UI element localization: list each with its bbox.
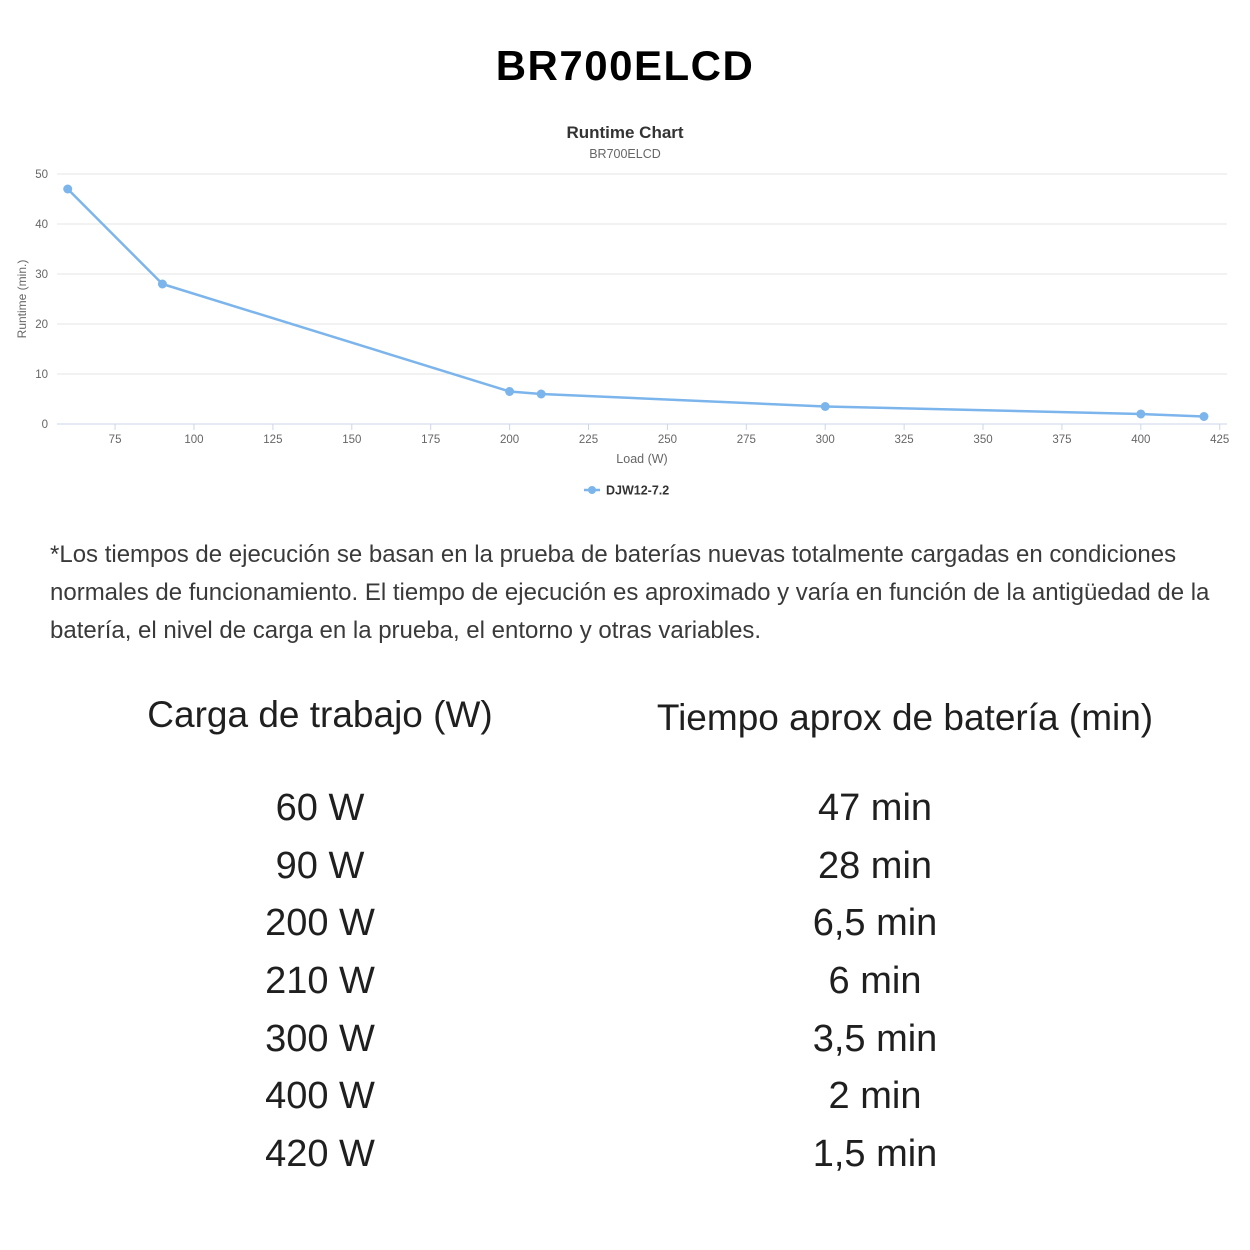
- series-line: [68, 189, 1204, 417]
- load-cell: 60 W: [275, 787, 365, 829]
- time-cell: 6 min: [828, 960, 922, 1003]
- data-point[interactable]: [505, 387, 514, 396]
- x-tick-label: 300: [815, 434, 835, 446]
- y-tick-label: 30: [35, 269, 48, 281]
- x-tick-label: 150: [342, 434, 362, 446]
- y-tick-label: 10: [35, 369, 48, 381]
- table-row: [0, 838, 1250, 896]
- load-cell: 210 W: [265, 960, 375, 1003]
- table-row: [0, 895, 1250, 953]
- chart-subtitle: BR700ELCD: [589, 147, 661, 161]
- load-cell: 90 W: [275, 844, 365, 887]
- table-header-load: Carga de trabajo (W): [147, 694, 493, 735]
- runtime-table-rows: [0, 780, 1250, 1184]
- table-row: [0, 953, 1250, 1011]
- load-cell: 420 W: [265, 1133, 375, 1176]
- time-cell: 3,5 min: [812, 1017, 938, 1060]
- data-point[interactable]: [537, 390, 546, 399]
- x-tick-label: 100: [184, 434, 204, 446]
- x-tick-label: 425: [1210, 434, 1230, 446]
- data-point[interactable]: [1199, 412, 1208, 421]
- load-cell: 200 W: [265, 902, 375, 945]
- y-axis-title: Runtime (min.): [15, 259, 29, 339]
- table-row: [0, 1011, 1250, 1069]
- x-axis-title: Load (W): [616, 452, 668, 466]
- runtime-chart-svg: [0, 0, 1250, 510]
- y-tick-label: 50: [35, 169, 48, 181]
- table-row: [0, 780, 1250, 838]
- x-tick-label: 75: [108, 434, 122, 446]
- x-tick-label: 375: [1052, 434, 1072, 446]
- x-tick-label: 250: [657, 434, 678, 446]
- time-cell: 47 min: [817, 787, 933, 829]
- data-point[interactable]: [821, 402, 830, 411]
- y-tick-label: 20: [35, 319, 48, 331]
- data-point[interactable]: [158, 280, 167, 289]
- x-tick-label: 325: [894, 434, 914, 446]
- x-tick-label: 175: [421, 434, 441, 446]
- time-cell: 28 min: [817, 844, 933, 887]
- load-cell: 300 W: [265, 1017, 375, 1060]
- x-tick-label: 400: [1131, 434, 1151, 446]
- y-tick-label: 0: [41, 419, 48, 431]
- legend-marker-icon[interactable]: [588, 486, 596, 494]
- legend-series-label[interactable]: DJW12-7.2: [606, 483, 670, 498]
- x-tick-label: 125: [263, 434, 283, 446]
- table-row: [0, 1068, 1250, 1126]
- data-point[interactable]: [63, 185, 72, 194]
- table-header-time: Tiempo aprox de batería (min): [656, 697, 1154, 738]
- time-cell: 6,5 min: [812, 902, 938, 945]
- x-tick-label: 350: [973, 434, 993, 446]
- x-tick-label: 200: [500, 434, 520, 446]
- page-title: BR700ELCD: [495, 42, 755, 89]
- data-point[interactable]: [1136, 410, 1145, 419]
- time-cell: 1,5 min: [812, 1133, 938, 1176]
- y-tick-label: 40: [35, 219, 48, 231]
- x-tick-label: 275: [736, 434, 756, 446]
- chart-title: Runtime Chart: [566, 123, 684, 142]
- load-cell: 400 W: [265, 1075, 375, 1118]
- x-tick-label: 225: [578, 434, 599, 446]
- time-cell: 2 min: [828, 1075, 922, 1118]
- disclaimer-text: *Los tiempos de ejecución se basan en la prueba de baterías nuevas totalmente cargadas en condiciones normales de funcionamiento. El tiempo de ejecución es aproximado y varía en función de la antigüedad de la batería, el nivel de carga en la prueba, el entorno y otras variables.: [50, 541, 1210, 644]
- table-row: [0, 1126, 1250, 1184]
